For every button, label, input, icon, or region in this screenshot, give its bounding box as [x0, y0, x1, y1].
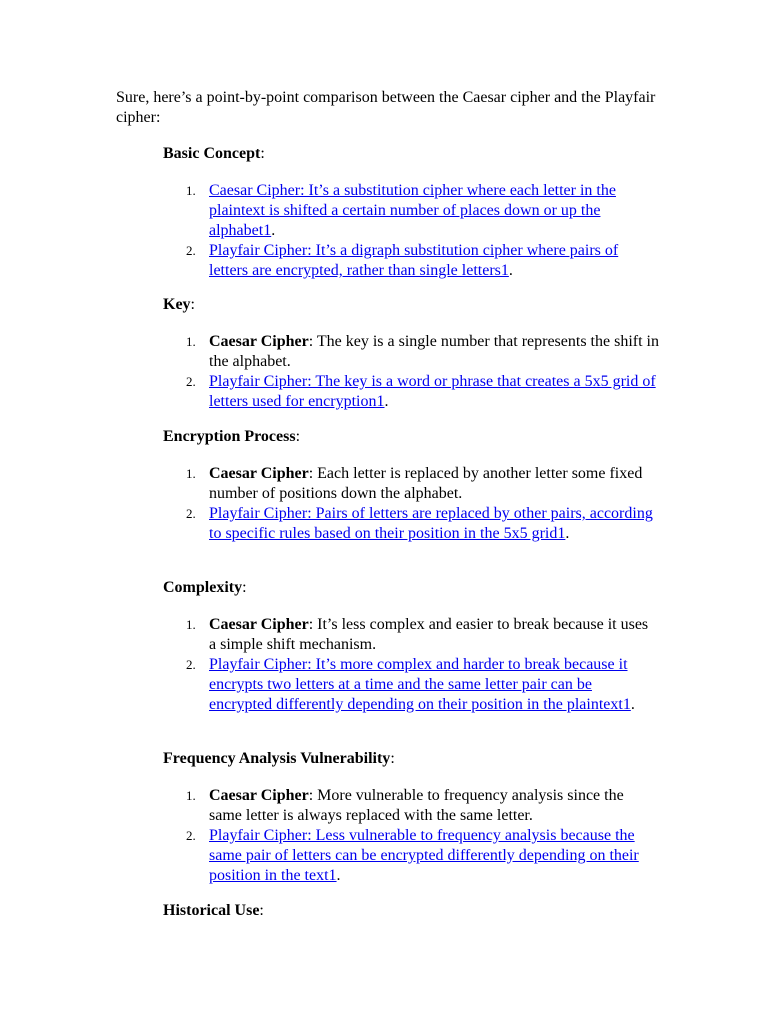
list-item	[163, 615, 659, 655]
list-number: 1.	[186, 788, 196, 803]
section-complexity	[163, 578, 663, 715]
item-text: : The key is a single number that represents the shift in the alphabet.	[209, 333, 659, 370]
item-label: Caesar Cipher	[209, 465, 309, 482]
reference-link[interactable]: Playfair Cipher: Pairs of letters are replaced by other pairs, according to specific rules based on their position in the 5x5 grid1	[209, 505, 653, 542]
section-frequency-analysis	[163, 749, 663, 886]
item-label: Caesar Cipher	[209, 333, 309, 350]
numbered-list	[163, 181, 663, 281]
section-heading: Encryption Process:	[163, 428, 301, 445]
list-item	[163, 464, 659, 504]
list-number: 1.	[186, 617, 196, 632]
reference-link[interactable]: Playfair Cipher: The key is a word or phrase that creates a 5x5 grid of letters used for encryption1	[209, 373, 656, 410]
section-title: Key	[163, 296, 191, 313]
section-heading: Frequency Analysis Vulnerability:	[163, 750, 395, 767]
reference-link[interactable]: Playfair Cipher: It’s a digraph substitution cipher where pairs of letters are encrypted, rather than single letters1	[209, 242, 619, 279]
list-item	[163, 786, 659, 826]
section-basic-concept	[163, 144, 663, 281]
intro-paragraph: Sure, here’s a point-by-point comparison between the Caesar cipher and the Playfair cipher:	[116, 89, 656, 126]
list-item: 2. Playfair Cipher: It’s a digraph substitution cipher where pairs of letters are encrypted, rather than single letters1.	[186, 242, 619, 279]
reference-link[interactable]: Playfair Cipher: Less vulnerable to frequency analysis because the same pair of letters can be encrypted differently depending on their position in the text1	[209, 827, 639, 884]
section-title: Frequency Analysis Vulnerability	[163, 750, 391, 767]
section-title: Basic Concept	[163, 145, 261, 162]
numbered-list	[163, 786, 663, 886]
list-number: 1.	[186, 334, 196, 349]
list-number: 2.	[186, 828, 196, 843]
list-number: 2.	[186, 243, 196, 258]
section-heading: Key:	[163, 296, 195, 313]
list-item: 2. Playfair Cipher: Less vulnerable to frequency analysis because the same pair of letters can be encrypted differently depending on their position in the text1.	[186, 827, 639, 884]
list-number: 1.	[186, 466, 196, 481]
list-item: 1. Caesar Cipher: It’s a substitution cipher where each letter in the plaintext is shifted a certain number of places down or up the alphabet1.	[186, 182, 616, 239]
numbered-list	[163, 615, 663, 715]
item-text: : Each letter is replaced by another letter some fixed number of positions down the alphabet.	[209, 465, 643, 502]
list-item: 2. Playfair Cipher: The key is a word or phrase that creates a 5x5 grid of letters used for encryption1.	[186, 373, 656, 410]
section-heading: Basic Concept:	[163, 145, 265, 162]
section-title: Historical Use	[163, 902, 260, 919]
section-encryption-process	[163, 427, 663, 544]
item-text: : More vulnerable to frequency analysis since the same letter is always replaced with the same letter.	[209, 787, 624, 824]
section-heading: Complexity:	[163, 579, 247, 596]
list-number: 1.	[186, 183, 196, 198]
list-number: 2.	[186, 374, 196, 389]
section-historical-use	[163, 901, 663, 921]
section-key	[163, 295, 663, 412]
section-heading: Historical Use:	[163, 902, 264, 919]
item-label: Caesar Cipher	[209, 616, 309, 633]
section-title: Encryption Process	[163, 428, 296, 445]
item-label: Caesar Cipher	[209, 787, 309, 804]
section-title: Complexity	[163, 579, 243, 596]
list-number: 2.	[186, 506, 196, 521]
reference-link[interactable]: Caesar Cipher: It’s a substitution cipher where each letter in the plaintext is shifted a certain number of places down or up the alphabet1	[209, 182, 616, 239]
numbered-list	[163, 464, 663, 544]
list-item	[163, 332, 659, 372]
item-text: : It’s less complex and easier to break because it uses a simple shift mechanism.	[209, 616, 649, 653]
reference-link[interactable]: Playfair Cipher: It’s more complex and harder to break because it encrypts two letters at a time and the same letter pair can be encrypted differently depending on their position in the plaintext1	[209, 656, 631, 713]
list-item: 2. Playfair Cipher: Pairs of letters are replaced by other pairs, according to specific rules based on their position in the 5x5 grid1.	[186, 505, 653, 542]
list-item: 2. Playfair Cipher: It’s more complex and harder to break because it encrypts two letters at a time and the same letter pair can be encrypted differently depending on their position in the plaintext1.	[186, 656, 635, 713]
numbered-list	[163, 332, 663, 412]
list-number: 2.	[186, 657, 196, 672]
